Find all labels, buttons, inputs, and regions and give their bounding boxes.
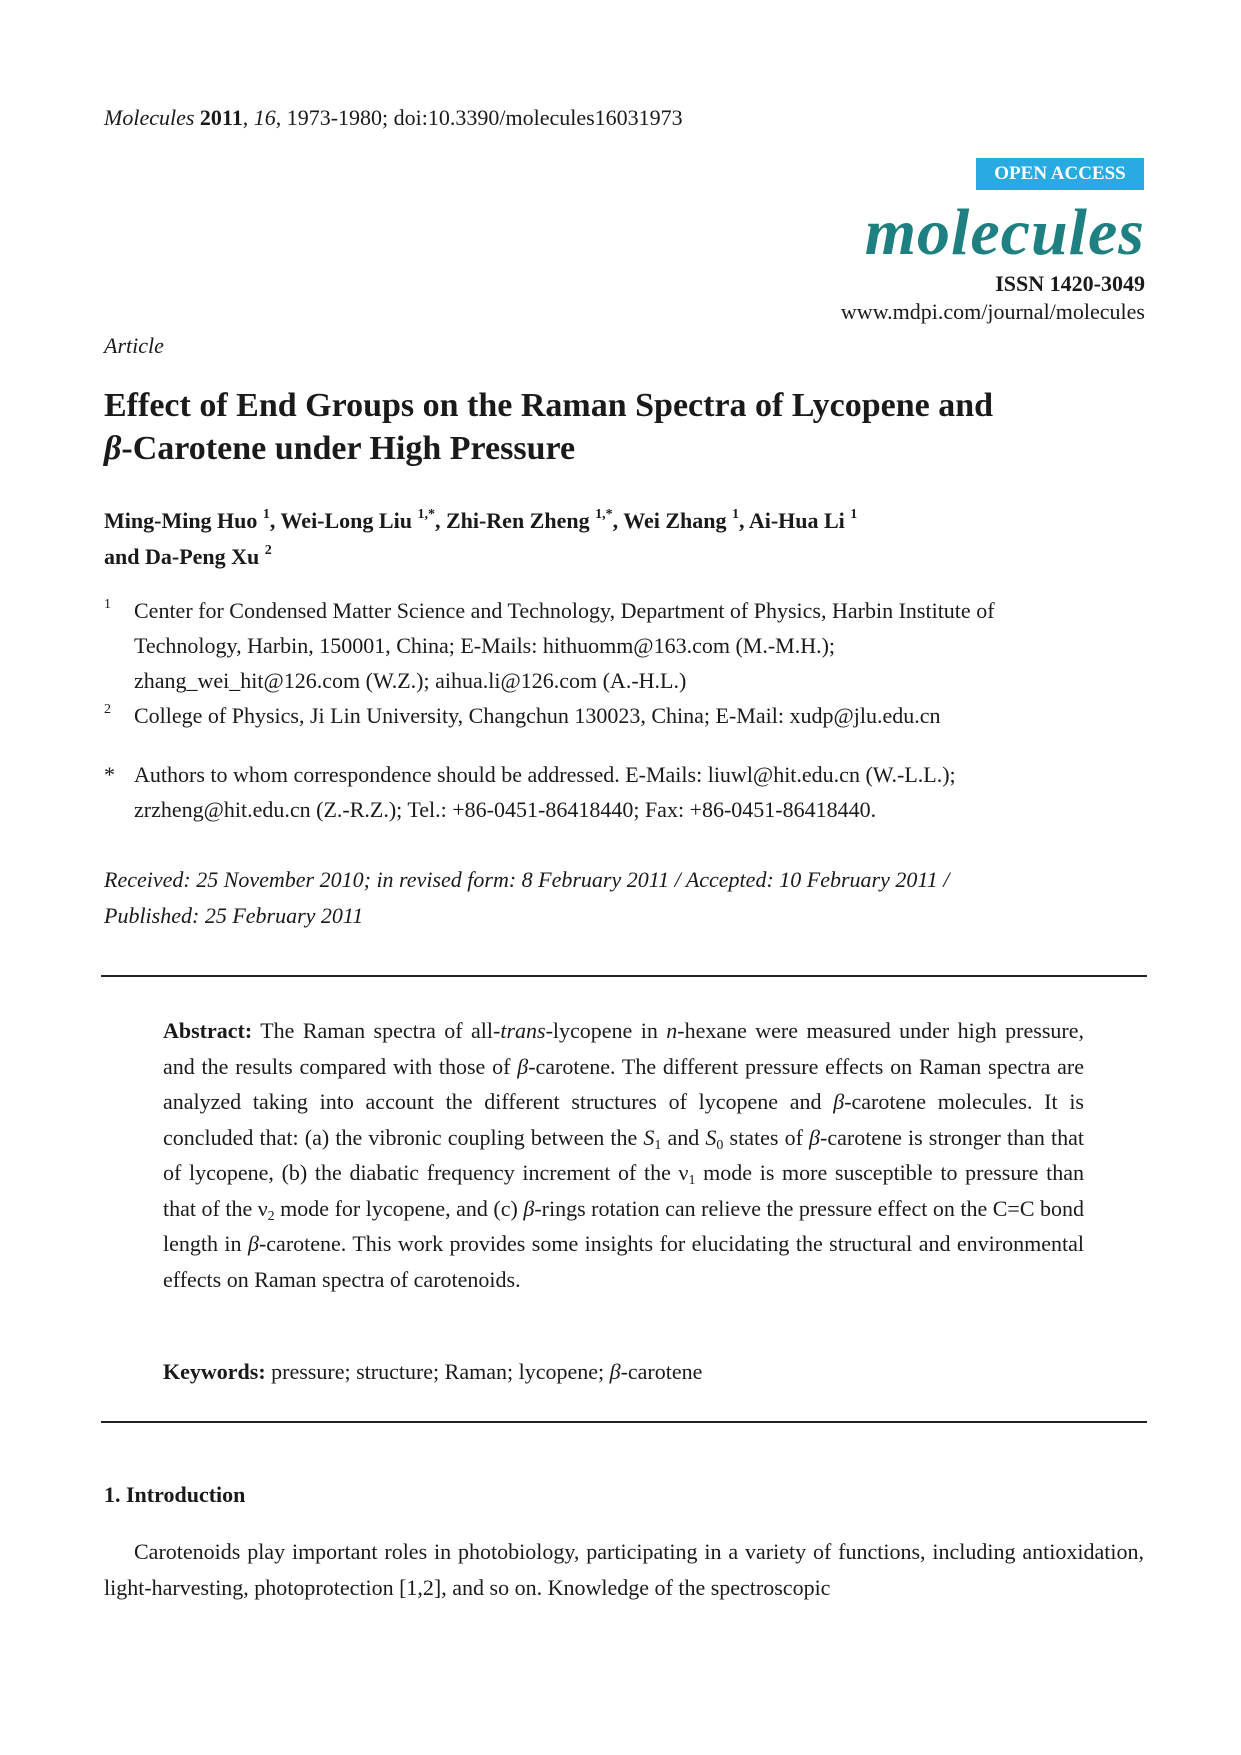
abstract-subscript: 1 [688, 1173, 696, 1188]
abstract-text: -carotene. The different pressure effects on Raman spectra are analyzed taking into account the different structures of lycopene and [163, 1053, 1084, 1114]
affiliation-2 [104, 698, 1144, 733]
abstract-text: -carotene is stronger than that of lycopene, (b) the diabatic frequency increment of the ν [163, 1124, 1085, 1185]
journal-logo: molecules [864, 196, 1145, 269]
abstract-text: mode is more susceptible to pressure than that of the ν [163, 1160, 1084, 1221]
affiliation-mark: 2 [104, 702, 111, 717]
author-affil: 1 [732, 507, 740, 522]
abstract-beta: β [523, 1195, 535, 1221]
abstract-text: states of [723, 1124, 810, 1150]
abstract-text: -lycopene in [545, 1018, 667, 1043]
title-line-2 [104, 427, 1144, 470]
abstract-beta: β [809, 1124, 821, 1150]
abstract-text: mode for lycopene, and (c) [274, 1195, 524, 1221]
affiliation-1 [104, 593, 1144, 698]
title-line-2-rest: -Carotene under High Pressure [121, 430, 576, 467]
journal-name: Molecules [104, 105, 195, 130]
abstract-text: -hexane were measured under high pressure, and the results compared with those of [163, 1018, 1084, 1079]
open-access-badge: OPEN ACCESS [976, 158, 1144, 190]
affiliation-line: zhang_wei_hit@126.com (W.Z.); aihua.li@126.com (A.-H.L.) [134, 668, 687, 693]
author-name: Wei-Long Liu [280, 508, 412, 533]
abstract-italic: trans [500, 1018, 546, 1043]
dates-line-2: Published: 25 February 2011 [104, 903, 364, 928]
abstract-text: and [661, 1124, 706, 1150]
intro-paragraph: Carotenoids play important roles in photobiology, participating in a variety of functions, including antioxidation, light-harvesting, photoprotection [1,2], and so on. Knowledge of the spectroscopic [104, 1539, 1144, 1600]
correspondence-line: Authors to whom correspondence should be addressed. E-Mails: liuwl@hit.edu.cn (W.-L.L.); [134, 762, 956, 787]
abstract-subscript: 2 [267, 1208, 275, 1224]
abstract-text: -carotene molecules. It is concluded that: (a) the vibronic coupling between the [163, 1089, 1084, 1150]
affiliation-line: Center for Condensed Matter Science and Technology, Department of Physics, Harbin Institute of [134, 598, 995, 623]
journal-citation: Molecules 2011, 16, 1973-1980; doi:10.3390/molecules16031973 [104, 105, 683, 130]
citation-year: 2011 [199, 105, 243, 130]
author-name: Ming-Ming Huo [104, 508, 258, 533]
paper-title [104, 384, 1144, 470]
abstract-label: Abstract: [163, 1018, 253, 1043]
author-affil: 1,* [595, 507, 613, 522]
journal-url[interactable]: www.mdpi.com/journal/molecules [840, 299, 1145, 324]
keywords-label: Keywords: [163, 1359, 266, 1384]
top-divider [101, 975, 1147, 977]
keywords-beta: β [609, 1359, 621, 1384]
title-beta: β [104, 430, 122, 467]
affiliation-mark: 1 [104, 597, 111, 612]
title-line-1: Effect of End Groups on the Raman Spectra of Lycopene and [104, 387, 994, 424]
citation-volume: 16 [253, 105, 276, 130]
author-name: Da-Peng Xu [144, 544, 260, 569]
publication-dates [104, 862, 1144, 934]
author-list: Ming-Ming Huo $^1$, Wei-Long Liu $^{1,*}$, Zhi-Ren Zheng $^{1,*}$, Wei Zhang $^1$, Ai-Hua Li $^1$ and Da-Peng Xu $^2$ [104, 507, 858, 569]
abstract-subscript: 1 [654, 1137, 662, 1153]
abstract-beta: β [248, 1231, 259, 1256]
keywords [163, 1356, 1084, 1388]
abstract-text: -carotene. This work provides some insights for elucidating the structural and environmental effects on Raman spectra of carotenoids. [163, 1231, 1084, 1292]
author-name: Zhi-Ren Zheng [445, 508, 590, 533]
correspondence [104, 757, 1144, 827]
author-affil: 1 [262, 507, 270, 522]
author-conjunction: and [104, 544, 140, 569]
abstract-state: S [643, 1124, 655, 1150]
bottom-divider [101, 1421, 1147, 1423]
author-name: Wei Zhang [623, 508, 727, 533]
affiliation-line: College of Physics, Ji Lin University, Changchun 130023, China; E-Mail: xudp@jlu.edu.cn [134, 703, 941, 728]
abstract-beta: β [833, 1089, 845, 1114]
abstract-text: The Raman spectra of all- [252, 1018, 501, 1043]
abstract-italic: n [666, 1018, 678, 1043]
affiliation-line: Technology, Harbin, 150001, China; E-Mails: hithuomm@163.com (M.-M.H.); [134, 633, 836, 658]
author-affil: 2 [264, 543, 272, 558]
section-heading: 1. Introduction [104, 1482, 246, 1507]
dates-line-1: Received: 25 November 2010; in revised form: 8 February 2011 / Accepted: 10 February 2011 / [104, 867, 950, 892]
article-type: Article [104, 333, 164, 358]
author-affil: 1,* [417, 507, 435, 522]
citation-pages-doi: , 1973-1980; doi:10.3390/molecules16031973 [275, 105, 683, 130]
correspondence-line: zrzheng@hit.edu.cn (Z.-R.Z.); Tel.: +86-0451-86418440; Fax: +86-0451-86418440. [134, 797, 877, 822]
abstract-subscript: 0 [716, 1137, 724, 1153]
correspondence-mark: * [104, 762, 115, 787]
keywords-last: -carotene [620, 1359, 703, 1384]
issn: ISSN 1420-3049 [995, 271, 1145, 296]
abstract-text: -rings rotation can relieve the pressure effect on the C=C bond length in [163, 1195, 1084, 1256]
abstract-state: S [705, 1124, 717, 1150]
author-name: Ai-Hua Li [748, 508, 845, 533]
abstract-beta: β [517, 1053, 529, 1079]
keywords-text: pressure; structure; Raman; lycopene; [265, 1359, 610, 1384]
author-affil: 1 [850, 507, 858, 522]
abstract [163, 1013, 1084, 1297]
